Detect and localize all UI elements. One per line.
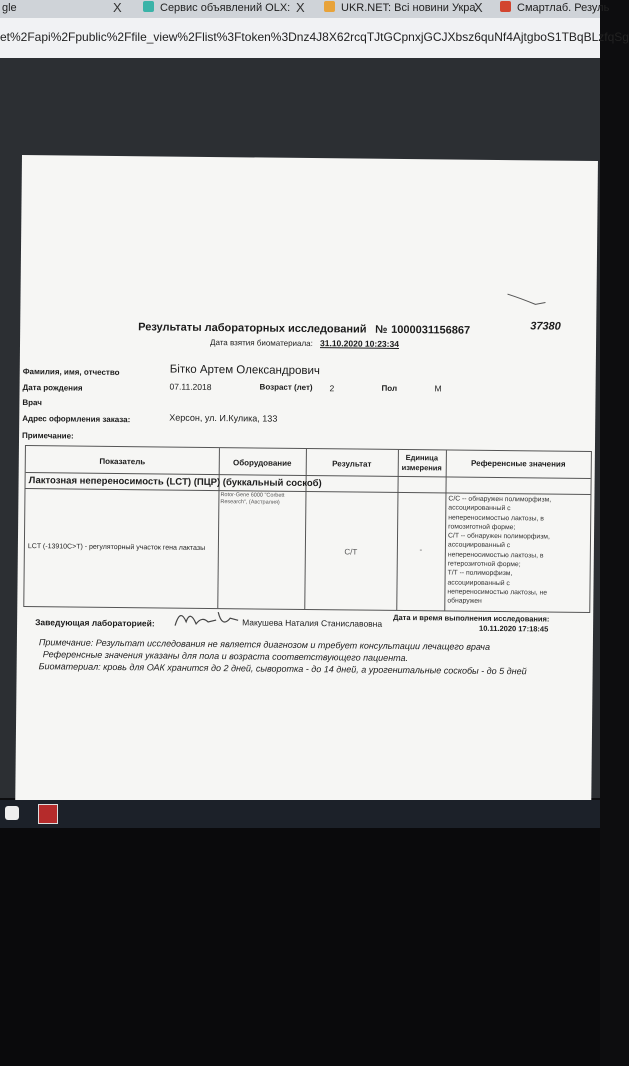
olx-icon: [143, 1, 154, 12]
completed-label: Дата и время выполнения исследования:: [393, 612, 550, 624]
reference-line: непереносимостью лактозы, в: [448, 514, 544, 523]
name-value: Бітко Артем Олександрович: [169, 363, 321, 378]
note-line-2: Референсные значения указаны для пола и возраста соответствующего пациента.: [42, 649, 409, 664]
col-header-indicator: Показатель: [99, 456, 146, 467]
results-table: [23, 445, 592, 613]
note-line-1: Примечание: Результат исследования не является диагнозом и требует консультации лечащего врача: [38, 637, 491, 652]
reference-line: гомозиготной форме;: [448, 523, 516, 532]
reference-line: гетерозиготной форме;: [447, 560, 521, 569]
head-name: Макушева Наталия Станиславовна: [242, 617, 383, 629]
scribble-mark-icon: [505, 290, 550, 310]
unit-cell: -: [419, 545, 423, 555]
reference-line: непереносимостью лактозы, не: [447, 588, 548, 597]
head-label: Заведующая лабораторией:: [35, 617, 155, 629]
doctor-label: Врач: [22, 398, 43, 408]
address-bar[interactable]: [0, 18, 629, 59]
name-label: Фамилия, имя, отчество: [22, 367, 120, 378]
smartlab-icon: [500, 1, 511, 12]
tab-label: gle: [2, 2, 17, 14]
indicator-cell: LCT (-13910C>T) - регуляторный участок гена лактазы: [27, 543, 206, 552]
close-icon[interactable]: X: [474, 0, 483, 15]
reference-line: ассоциированный с: [448, 504, 511, 513]
address-value: Херсон, ул. И.Кулика, 133: [169, 412, 278, 424]
age-label: Возраст (лет): [259, 382, 313, 393]
address-label: Адрес оформления заказа:: [22, 414, 131, 425]
browser-tab-google[interactable]: [2, 0, 62, 18]
app-icon[interactable]: [5, 806, 19, 820]
windows-icon[interactable]: [38, 804, 58, 824]
age-value: 2: [329, 383, 335, 394]
completed-value: 10.11.2020 17:18:45: [479, 623, 549, 634]
col-header-result: Результат: [332, 459, 372, 469]
browser-tab-strip: [0, 0, 610, 18]
dob-label: Дата рождения: [22, 383, 83, 393]
corner-number: 37380: [530, 320, 561, 333]
col-header-equipment: Оборудование: [232, 458, 292, 468]
order-number: 1000031156867: [391, 323, 471, 337]
lab-report-page: [15, 155, 598, 806]
result-cell: C/T: [344, 547, 358, 557]
sample-date-label: Дата взятия биоматериала:: [209, 337, 313, 349]
signature-icon: [172, 604, 242, 633]
reference-line: обнаружен: [447, 597, 482, 606]
monitor-bezel: [0, 828, 600, 1066]
reference-line: ассоциированный с: [447, 541, 511, 550]
sample-date-value: 31.10.2020 10:23:34: [319, 338, 400, 349]
reference-cell: [447, 494, 551, 607]
tab-label: Сервис объявлений OLX:: [160, 2, 291, 14]
number-prefix: №: [375, 323, 388, 336]
url-text[interactable]: et%2Fapi%2Fpublic%2Ffile_view%2Flist%3Ftoken%3Dnz4J8X62rcqTJtGCpnxjGCJXbsz6quNf4AjtgboS1TBqBLzfqSg: [0, 30, 629, 44]
col-header-unit: Единица измерения: [401, 453, 442, 473]
dob-value: 07.11.2018: [169, 381, 212, 392]
close-icon[interactable]: X: [113, 0, 122, 15]
tab-label: Смартлаб. Резуль: [517, 2, 610, 14]
sex-label: Пол: [381, 383, 398, 393]
browser-tab-olx[interactable]: [143, 0, 293, 18]
ukrnet-icon: [324, 1, 335, 12]
section-title: Лактозная непереносимость (LCT) (ПЦР) (буккальный соскоб): [28, 475, 322, 490]
report-title: Результаты лабораторных исследований: [138, 321, 367, 336]
col-header-reference: Референсные значения: [471, 458, 566, 469]
note-label: Примечание:: [22, 431, 74, 441]
close-icon[interactable]: X: [296, 0, 305, 15]
reference-line: C/C -- обнаружен полиморфизм,: [448, 495, 552, 504]
note-line-3: Биоматериал: кровь для ОАК хранится до 2 дней, сыворотка - до 14 дней, а урогенитальные соскобы - до 5 дней: [38, 661, 527, 677]
reference-line: ассоциированный с: [447, 579, 510, 587]
tab-label: UKR.NET: Всі новини Укра: [341, 2, 476, 14]
reference-line: T/T -- полиморфизм,: [447, 569, 513, 578]
sex-value: М: [434, 383, 442, 394]
reference-line: C/T -- обнаружен полиморфизм,: [447, 532, 550, 541]
browser-tab-smartlab[interactable]: [500, 0, 610, 18]
equipment-cell: Rotor-Gene 6000 "Corbett Research", (Австралия): [220, 492, 285, 506]
browser-tab-ukrnet[interactable]: [324, 0, 476, 18]
taskbar: [0, 800, 600, 828]
reference-line: непереносимостью лактозы, в: [447, 551, 544, 560]
